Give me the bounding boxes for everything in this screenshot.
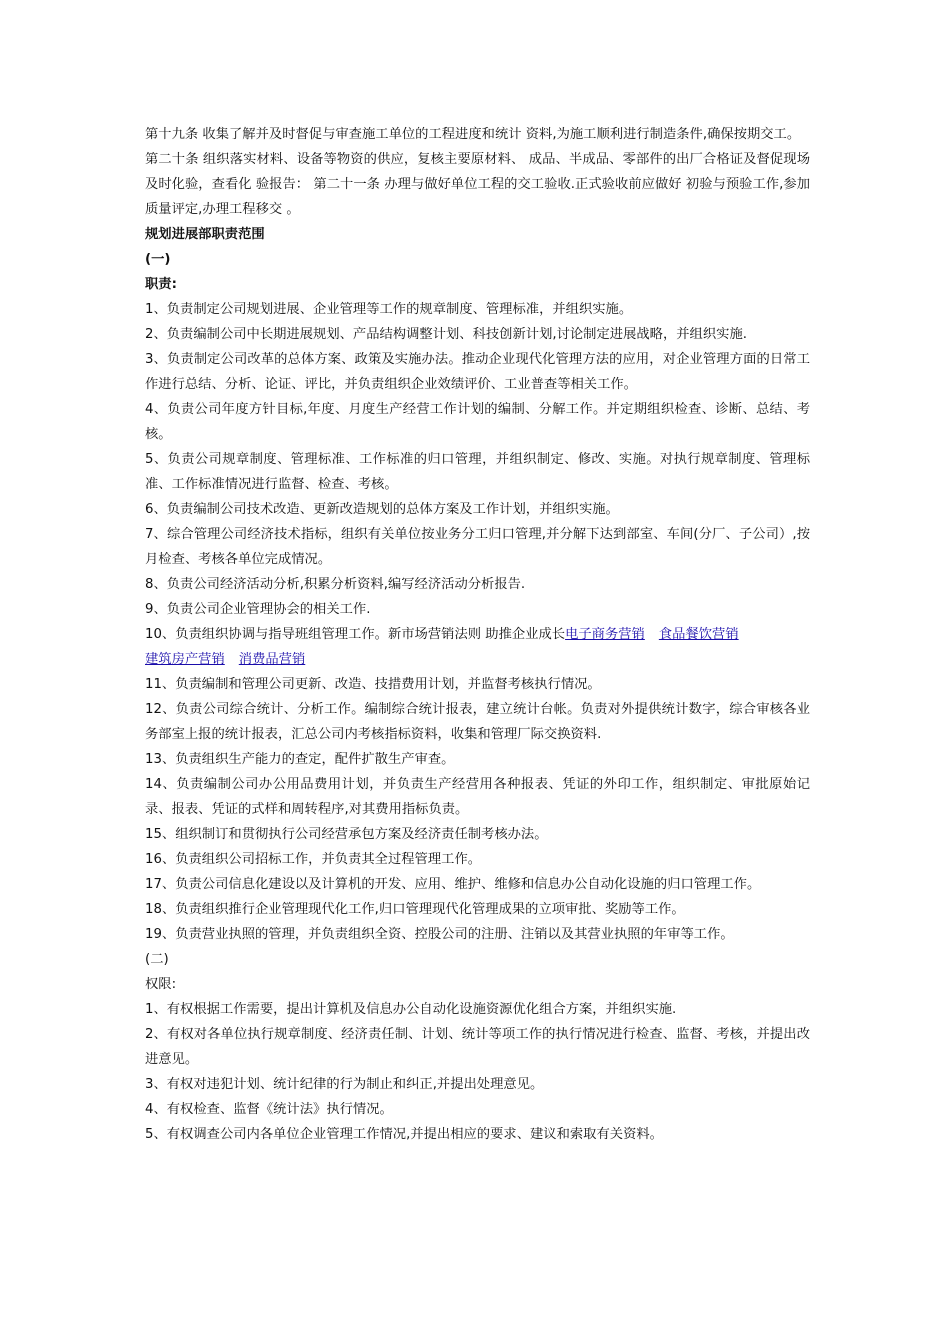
duty-item: 4、负责公司年度方针目标,年度、月度生产经营工作计划的编制、分解工作。并定期组织检查、诊断、总结、考核。 bbox=[145, 402, 810, 442]
duty-item: 18、负责组织推行企业管理现代化工作,归口管理现代化管理成果的立项审批、奖励等工作。 bbox=[145, 902, 685, 917]
duty-item: 5、负责公司规章制度、管理标准、工作标准的归口管理，并组织制定、修改、实施。对执行规章制度、管理标准、工作标准情况进行监督、检查、考核。 bbox=[145, 452, 810, 492]
duty-item: 7、综合管理公司经济技术指标，组织有关单位按业务分工归口管理,并分解下达到部室、车间(分厂、子公司）,按月检查、考核各单位完成情况。 bbox=[145, 527, 810, 567]
duty-item-10 bbox=[145, 622, 810, 672]
right-item: 1、有权根据工作需要，提出计算机及信息办公自动化设施资源优化组合方案，并组织实施. bbox=[145, 1002, 677, 1017]
duty-item: 14、负责编制公司办公用品费用计划，并负责生产经营用各种报表、凭证的外印工作，组织制定、审批原始记录、报表、凭证的式样和周转程序,对其费用指标负责。 bbox=[145, 777, 810, 817]
duty-item: 3、负责制定公司改革的总体方案、政策及实施办法。推动企业现代化管理方法的应用，对企业管理方面的日常工作进行总结、分析、论证、评比，并负责组织企业效绩评价、工业普查等相关工作。 bbox=[145, 352, 810, 392]
duty-item: 6、负责编制公司技术改造、更新改造规划的总体方案及工作计划，并组织实施。 bbox=[145, 502, 619, 517]
document-page bbox=[145, 122, 810, 1147]
duty-10-text: 10、负责组织协调与指导班组管理工作。新市场营销法则 助推企业成长 bbox=[145, 627, 566, 642]
duty-item: 2、负责编制公司中长期进展规划、产品结构调整计划、科技创新计划,讨论制定进展战略，并组织实施. bbox=[145, 327, 747, 342]
duty-item: 9、负责公司企业管理协会的相关工作. bbox=[145, 602, 371, 617]
duty-item: 12、负责公司综合统计、分析工作。编制综合统计报表，建立统计台帐。负责对外提供统计数字，综合审核各业务部室上报的统计报表，汇总公司内考核指标资料，收集和管理厂际交换资料. bbox=[145, 702, 810, 742]
duty-item: 13、负责组织生产能力的查定，配件扩散生产审查。 bbox=[145, 752, 455, 767]
rights-label: 权限: bbox=[145, 977, 177, 992]
link-ecommerce-marketing[interactable]: 电子商务营销 bbox=[565, 627, 645, 642]
section-title: 规划进展部职责范围 bbox=[145, 227, 265, 242]
right-item: 5、有权调查公司内各单位企业管理工作情况,并提出相应的要求、建议和索取有关资料。 bbox=[145, 1127, 663, 1142]
duty-item: 17、负责公司信息化建设以及计算机的开发、应用、维护、维修和信息办公自动化设施的归口管理工作。 bbox=[145, 877, 761, 892]
duty-item: 1、负责制定公司规划进展、企业管理等工作的规章制度、管理标准，并组织实施。 bbox=[145, 302, 633, 317]
duty-item: 11、负责编制和管理公司更新、改造、技措费用计划，并监督考核执行情况。 bbox=[145, 677, 601, 692]
right-item: 2、有权对各单位执行规章制度、经济责任制、计划、统计等项工作的执行情况进行检查、监督、考核，并提出改进意见。 bbox=[145, 1027, 810, 1067]
duty-item: 8、负责公司经济活动分析,积累分析资料,编写经济活动分析报告. bbox=[145, 577, 526, 592]
part-two-label: (二) bbox=[145, 952, 169, 967]
duty-item: 15、组织制订和贯彻执行公司经营承包方案及经济责任制考核办法。 bbox=[145, 827, 548, 842]
right-item: 4、有权检查、监督《统计法》执行情况。 bbox=[145, 1102, 393, 1117]
link-food-marketing[interactable]: 食品餐饮营销 bbox=[658, 627, 739, 642]
article-19-paragraph: 第十九条 收集了解并及时督促与审查施工单位的工程进度和统计 资料,为施工顺利进行制造条件,确保按期交工。 bbox=[145, 127, 801, 142]
part-one-label: (一) bbox=[145, 252, 171, 267]
duty-item: 19、负责营业执照的管理，并负责组织全资、控股公司的注册、注销以及其营业执照的年审等工作。 bbox=[145, 927, 734, 942]
article-20-21-paragraph: 第二十条 组织落实材料、设备等物资的供应，复核主要原材料、 成品、半成品、零部件的出厂合格证及督促现场及时化验，查看化 验报告： 第二十一条 办理与做好单位工程的交工验收.正式验收前应做好 初验与预验工作,参加质量评定,办理工程移交 。 bbox=[145, 152, 810, 217]
right-item: 3、有权对违犯计划、统计纪律的行为制止和纠正,并提出处理意见。 bbox=[145, 1077, 544, 1092]
duty-item: 16、负责组织公司招标工作，并负责其全过程管理工作。 bbox=[145, 852, 482, 867]
link-realestate-marketing[interactable]: 建筑房产营销 bbox=[145, 652, 225, 667]
link-consumer-goods-marketing[interactable]: 消费品营销 bbox=[238, 652, 306, 667]
duties-label: 职责: bbox=[145, 277, 177, 292]
